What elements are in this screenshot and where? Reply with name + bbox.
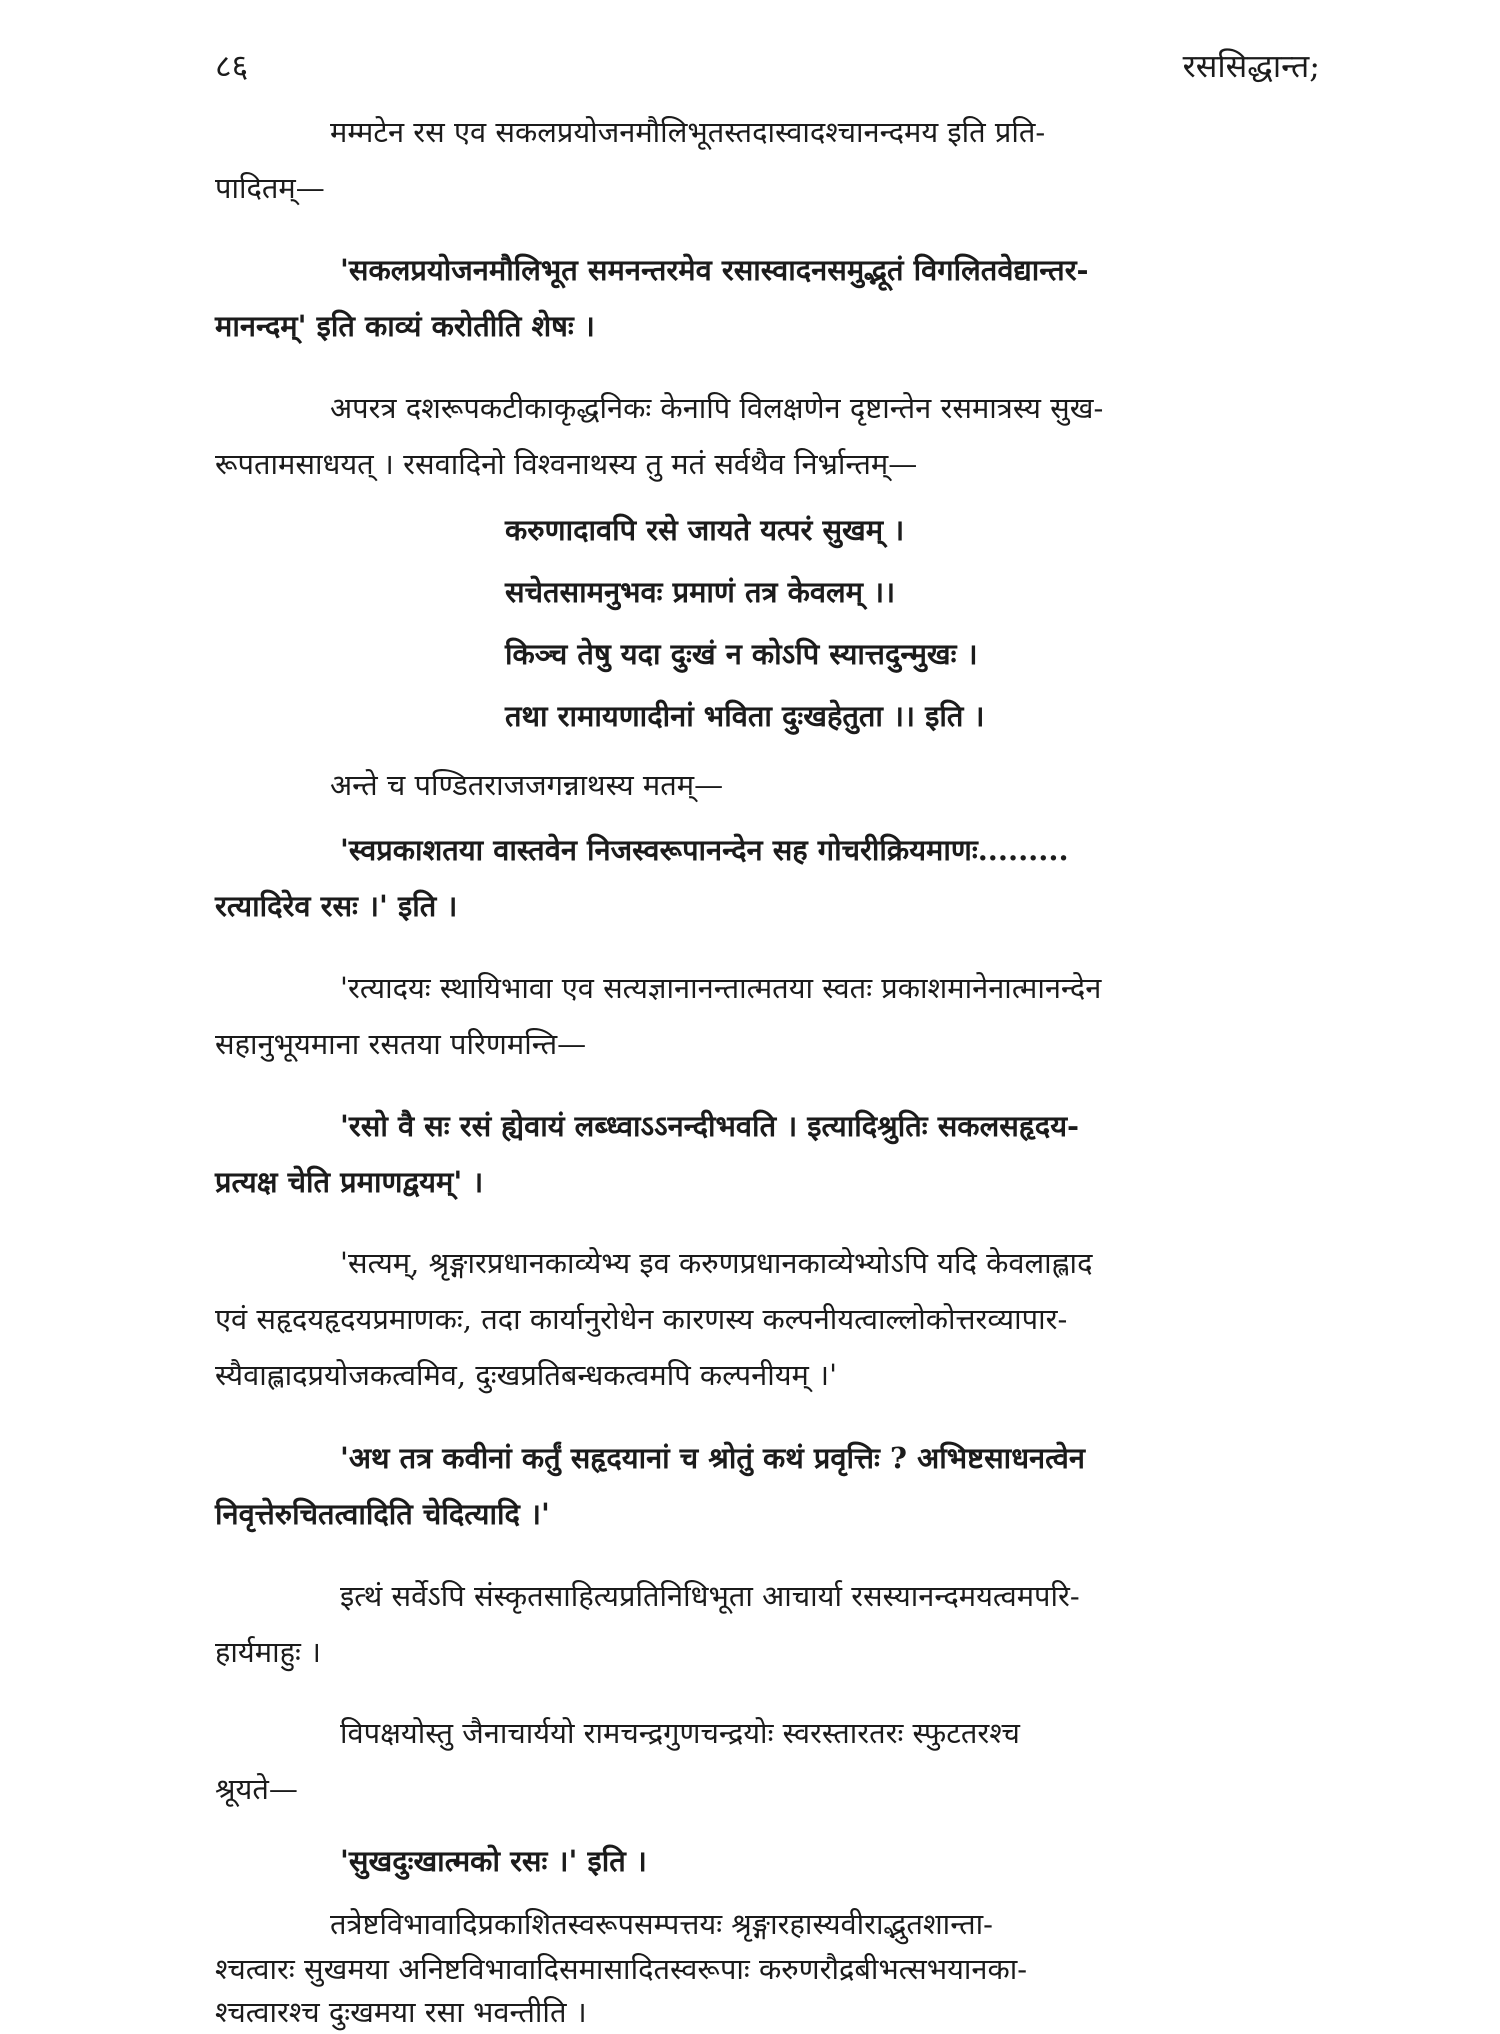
text-line: एवं सहृदयहृदयप्रमाणकः, तदा कार्यानुरोधेन कारणस्य कल्पनीयत्वाल्लोकोत्तरव्यापार- bbox=[215, 1302, 1068, 1336]
text-line: पादितम्— bbox=[215, 171, 325, 205]
text-line: 'सत्यम्, श्रृङ्गारप्रधानकाव्येभ्य इव करुणप्रधानकाव्येभ्योऽपि यदि केवलाह्लाद bbox=[340, 1246, 1093, 1280]
verse-line: किञ्च तेषु यदा दुःखं न कोऽपि स्यात्तदुन्मुखः । bbox=[505, 637, 978, 671]
quote-line: प्रत्यक्ष चेति प्रमाणद्वयम्' । bbox=[215, 1165, 484, 1199]
quote-line: मानन्दम्' इति काव्यं करोतीति शेषः । bbox=[215, 309, 595, 343]
running-title: रससिद्धान्त; bbox=[1182, 47, 1320, 85]
verse-line: करुणादावपि रसे जायते यत्परं सुखम् । bbox=[505, 513, 905, 547]
text-line: हार्यमाहुः । bbox=[215, 1635, 322, 1669]
text-line: इत्थं सर्वेऽपि संस्कृतसाहित्यप्रतिनिधिभूता आचार्या रसस्यानन्दमयत्वमपरि- bbox=[340, 1579, 1080, 1613]
text-line: अपरत्र दशरूपकटीकाकृद्धनिकः केनापि विलक्षणेन दृष्टान्तेन रसमात्रस्य सुख- bbox=[330, 391, 1104, 425]
text-line: श्रूयते— bbox=[215, 1772, 298, 1806]
text-line: 'रत्यादयः स्थायिभावा एव सत्यज्ञानानन्तात्मतया स्वतः प्रकाशमानेनात्मानन्देन bbox=[340, 971, 1102, 1005]
text-line: सहानुभूयमाना रसतया परिणमन्ति— bbox=[215, 1027, 587, 1061]
text-line: स्यैवाह्लादप्रयोजकत्वमिव, दुःखप्रतिबन्धकत्वमपि कल्पनीयम् ।' bbox=[215, 1358, 838, 1392]
quote-line: रत्यादिरेव रसः ।' इति । bbox=[215, 889, 458, 923]
text-line: श्चत्वारः सुखमया अनिष्टविभावादिसमासादितस्वरूपाः करुणरौद्रबीभत्सभयानका- bbox=[215, 1952, 1028, 1986]
text-line: मम्मटेन रस एव सकलप्रयोजनमौलिभूतस्तदास्वादश्चानन्दमय इति प्रति- bbox=[330, 115, 1046, 149]
text-line: श्चत्वारश्च दुःखमया रसा भवन्तीति । bbox=[215, 1995, 587, 2029]
text-line: रूपतामसाधयत् । रसवादिनो विश्वनाथस्य तु मतं सर्वथैव निर्भ्रान्तम्— bbox=[215, 447, 918, 481]
text-line: तत्रेष्टविभावादिप्रकाशितस्वरूपसम्पत्तयः श्रृङ्गारहास्यवीराद्भुतशान्ता- bbox=[330, 1907, 993, 1941]
quote-line: 'स्वप्रकाशतया वास्तवेन निजस्वरूपानन्देन सह गोचरीक्रियमाणः......... bbox=[340, 833, 1069, 867]
verse-line: सचेतसामनुभवः प्रमाणं तत्र केवलम् ।। bbox=[505, 575, 896, 609]
quote-line: निवृत्तेरुचितत्वादिति चेदित्यादि ।' bbox=[215, 1497, 550, 1531]
quote-line: 'रसो वै सः रसं ह्येवायं लब्ध्वाऽऽनन्दीभवति । इत्यादिश्रुतिः सकलसहृदय- bbox=[340, 1109, 1080, 1143]
text-line: विपक्षयोस्तु जैनाचार्ययो रामचन्द्रगुणचन्द्रयोः स्वरस्तारतरः स्फुटतरश्च bbox=[340, 1716, 1020, 1750]
quote-line: 'सकलप्रयोजनमौलिभूत समनन्तरमेव रसास्वादनसमुद्भूतं विगलितवेद्यान्तर- bbox=[340, 253, 1089, 287]
quote-line: 'अथ तत्र कवीनां कर्तुं सहृदयानां च श्रोतुं कथं प्रवृत्तिः ? अभिष्टसाधनत्वेन bbox=[340, 1441, 1086, 1475]
text-line: अन्ते च पण्डितराजजगन्नाथस्य मतम्— bbox=[330, 768, 724, 802]
page-number: ८६ bbox=[215, 47, 249, 85]
quote-line: 'सुखदुःखात्मको रसः ।' इति । bbox=[340, 1844, 647, 1878]
verse-line: तथा रामायणादीनां भविता दुःखहेतुता ।। इति । bbox=[505, 699, 985, 733]
